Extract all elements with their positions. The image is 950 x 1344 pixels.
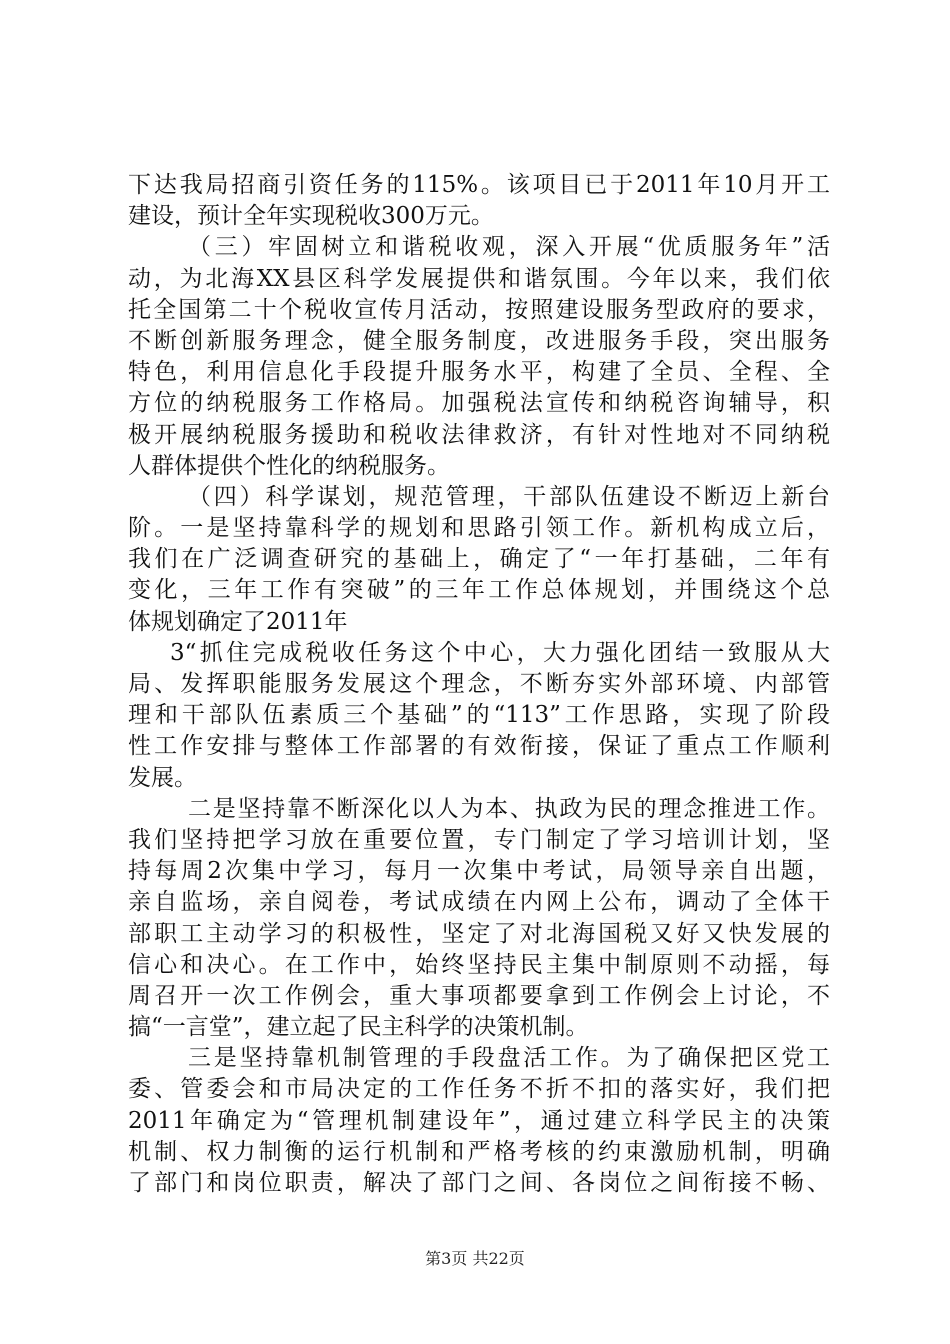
text-line: 部职工主动学习的积极性，坚定了对北海国税又好又快发展的: [128, 920, 830, 947]
text-line: 建设，预计全年实现税收300万元。: [128, 203, 494, 230]
text-line: 了部门和岗位职责，解决了部门之间、各岗位之间衔接不畅、: [128, 1170, 830, 1196]
text-line: 我们坚持把学习放在重要位置，专门制定了学习培训计划，坚: [128, 826, 830, 853]
text-line: 周召开一次工作例会，重大事项都要拿到工作例会上讨论，不: [128, 982, 830, 1009]
paragraph-start-line: 3“抓住完成税收任务这个中心，大力强化团结一致服从大: [170, 639, 830, 666]
text-line: 体规划确定了2011年: [128, 608, 348, 635]
text-line: 极开展纳税服务援助和税收法律救济，有针对性地对不同纳税: [128, 421, 830, 448]
paragraph-start-line: （四）科学谋划，规范管理，干部队伍建设不断迈上新台: [188, 483, 830, 510]
text-line: 理和干部队伍素质三个基础”的“113”工作思路，实现了阶段: [128, 702, 830, 729]
text-line: 托全国第二十个税收宣传月活动，按照建设服务型政府的要求，: [128, 296, 830, 323]
text-line: 机制、权力制衡的运行机制和严格考核的约束激励机制，明确: [128, 1138, 830, 1165]
text-line: 信心和决心。在工作中，始终坚持民主集中制原则不动摇，每: [128, 951, 830, 978]
text-line: 变化，三年工作有突破”的三年工作总体规划，并围绕这个总: [128, 577, 830, 604]
paragraph-start-line: 三是坚持靠机制管理的手段盘活工作。为了确保把区党工: [188, 1045, 830, 1072]
document-body: [128, 170, 830, 1199]
text-line: 搞“一言堂”，建立起了民主科学的决策机制。: [128, 1014, 589, 1041]
text-line: 局、发挥职能服务发展这个理念，不断夯实外部环境、内部管: [128, 671, 830, 697]
text-line: 发展。: [128, 764, 197, 791]
text-line: 持每周2次集中学习，每月一次集中考试，局领导亲自出题，: [128, 858, 830, 885]
paragraph-start-line: 二是坚持靠不断深化以人为本、执政为民的理念推进工作。: [188, 795, 830, 822]
text-line: 下达我局招商引资任务的115%。该项目已于2011年10月开工: [128, 172, 830, 198]
text-line: 2011年确定为“管理机制建设年”，通过建立科学民主的决策: [128, 1107, 830, 1134]
page-number-footer: 第3页 共22页: [425, 1249, 525, 1268]
text-line: 阶。一是坚持靠科学的规划和思路引领工作。新机构成立后，: [128, 515, 830, 542]
text-line: 委、管委会和市局决定的工作任务不折不扣的落实好，我们把: [128, 1076, 830, 1103]
text-line: 我们在广泛调查研究的基础上，确定了“一年打基础，二年有: [128, 546, 830, 573]
text-line: 方位的纳税服务工作格局。加强税法宣传和纳税咨询辅导，积: [128, 390, 830, 417]
text-line: 亲自监场，亲自阅卷，考试成绩在内网上公布，调动了全体干: [128, 889, 830, 916]
text-line: 人群体提供个性化的纳税服务。: [128, 452, 450, 479]
text-line: 性工作安排与整体工作部署的有效衔接，保证了重点工作顺利: [128, 733, 830, 760]
text-line: 不断创新服务理念，健全服务制度，改进服务手段，突出服务: [128, 327, 830, 354]
text-line: 动，为北海XX县区科学发展提供和谐氛围。今年以来，我们依: [128, 265, 830, 292]
paragraph-start-line: （三）牢固树立和谐税收观，深入开展“优质服务年”活: [188, 234, 830, 261]
text-line: 特色，利用信息化手段提升服务水平，构建了全员、全程、全: [128, 359, 830, 386]
